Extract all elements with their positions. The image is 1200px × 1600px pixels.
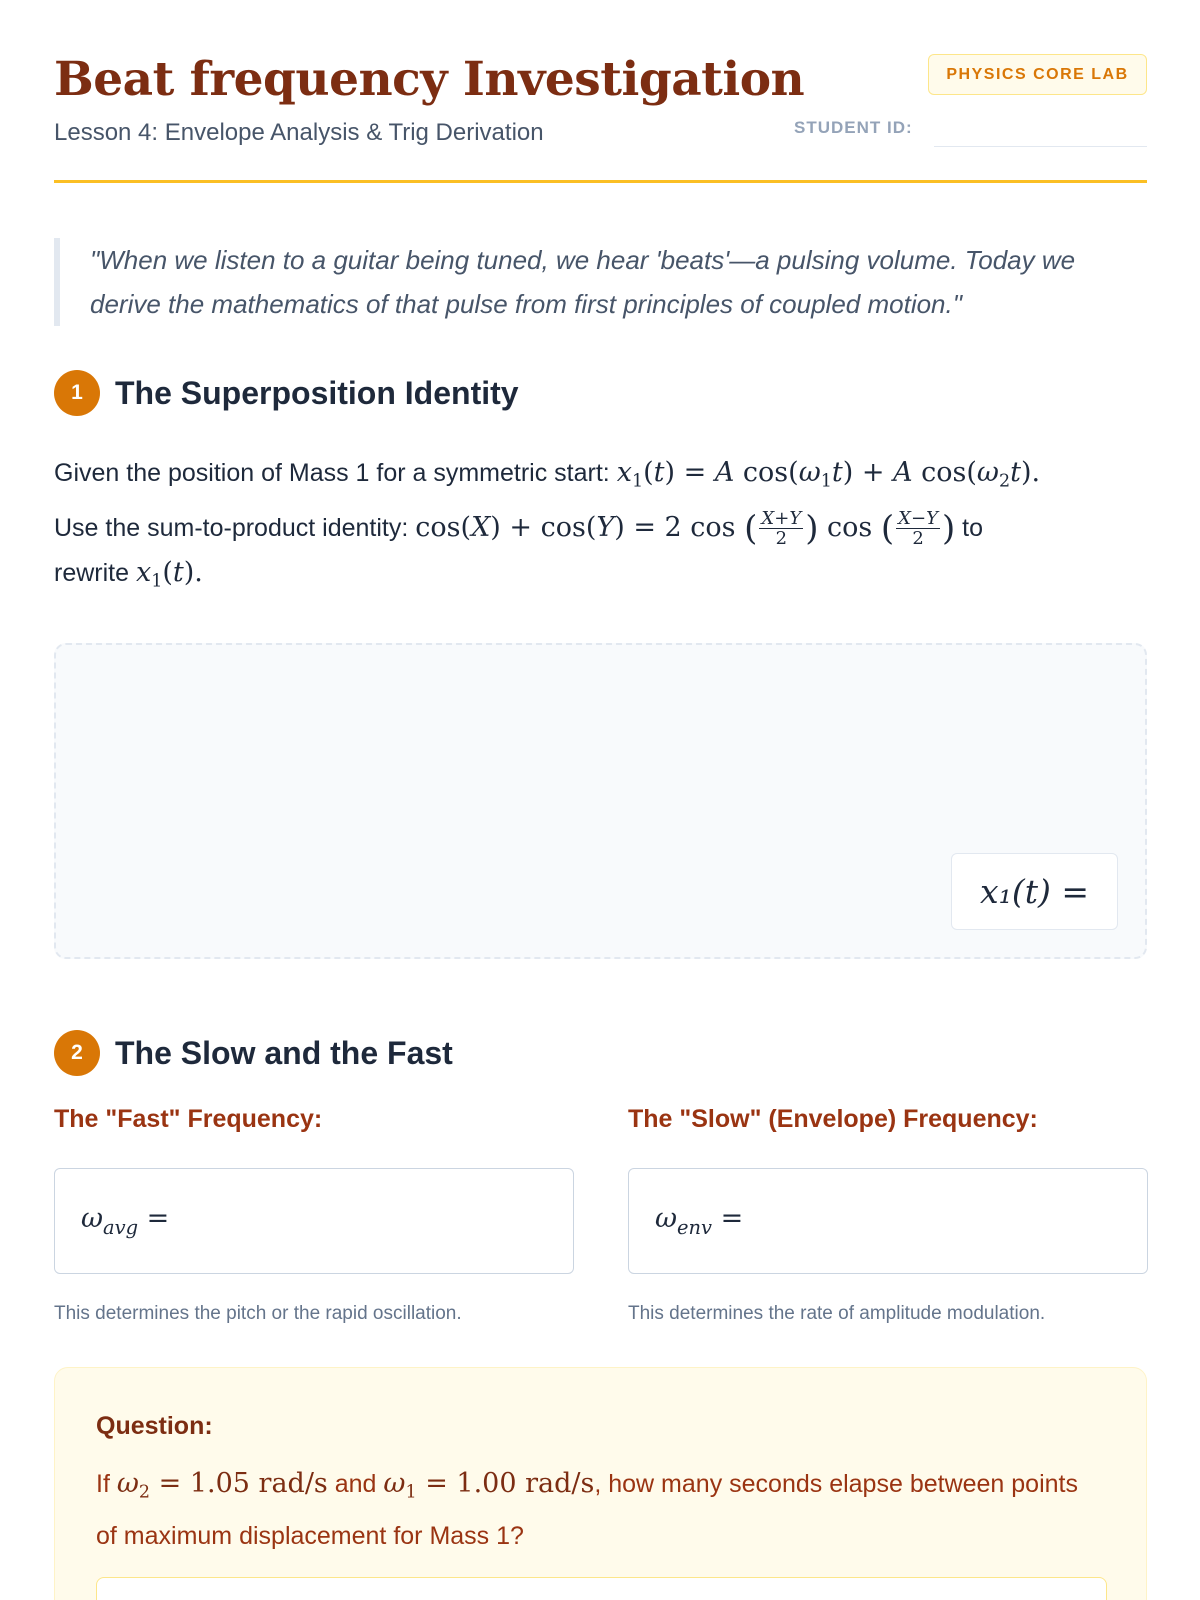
identity-statement (54, 506, 1147, 603)
fast-frequency-label: The "Fast" Frequency: (54, 1105, 323, 1133)
omega-env-symbol: $\omega_{env}$ = (655, 1203, 744, 1239)
use-text: Use the sum-to-product identity: (54, 514, 409, 542)
section-2-number: 2 (54, 1030, 100, 1076)
given-statement (54, 451, 1147, 503)
slow-frequency-label: The "Slow" (Envelope) Frequency: (628, 1105, 1038, 1133)
student-id-input[interactable] (934, 112, 1147, 147)
omega1-value: 1.00 rad/s (456, 1468, 595, 1499)
to-text: to (962, 514, 984, 542)
omega-avg-symbol: $\omega_{avg}$ = (81, 1203, 170, 1239)
section-1-header (54, 370, 519, 416)
rewrite-text: rewrite (54, 558, 130, 587)
section-1-number: 1 (54, 370, 100, 416)
question-rest: , how many seconds elapse between points of maximum displacement for Mass 1? (96, 1470, 1078, 1551)
section-2-header (54, 1030, 453, 1076)
question-and: and (334, 1470, 377, 1498)
position-equation: $x_1(t) = A$ $\cos(\omega_1t) + A$ $\cos(\omega_2t)$. (616, 457, 1041, 492)
page-subtitle: Lesson 4: Envelope Analysis & Trig Derivation (54, 119, 544, 146)
page-title: Beat frequency Investigation (54, 52, 805, 107)
question-card (54, 1367, 1147, 1600)
omega2-value: 1.05 rad/s (189, 1468, 328, 1499)
section-1-title: The Superposition Identity (115, 374, 519, 411)
omega2-expression: $\omega_2 = 1.05$ rad/s (116, 1468, 328, 1503)
x1-answer-box[interactable]: x₁(t) = (951, 853, 1118, 930)
question-if: If (96, 1470, 110, 1498)
question-answer-input[interactable] (96, 1577, 1107, 1600)
question-text (96, 1462, 1096, 1558)
derivation-work-area[interactable] (54, 643, 1147, 959)
sum-to-product-identity: cos(X) + cos(Y) = 2 cos ( $\frac{X+Y}{2}$ ) cos ( $\frac{X-Y}{2}$ ) (415, 508, 956, 549)
header-divider (54, 180, 1147, 183)
intro-quote: "When we listen to a guitar being tuned, we hear 'beats'—a pulsing volume. Today we derive the mathematics of that pulse from first principles of coupled motion." (54, 238, 1147, 326)
x1-expression: $x_1(t)$. (135, 556, 203, 591)
section-2-title: The Slow and the Fast (115, 1034, 453, 1071)
lab-badge: PHYSICS CORE LAB (928, 54, 1147, 95)
slow-frequency-note: This determines the rate of amplitude modulation. (628, 1303, 1046, 1324)
omega1-expression: $\omega_1 = 1.00$ rad/s (383, 1468, 595, 1503)
student-id-label: STUDENT ID: (794, 118, 913, 137)
question-label: Question: (96, 1412, 213, 1440)
given-text: Given the position of Mass 1 for a symmetric start: (54, 459, 610, 487)
fast-frequency-note: This determines the pitch or the rapid oscillation. (54, 1303, 462, 1324)
omega-env-input[interactable] (628, 1168, 1148, 1274)
omega-avg-input[interactable] (54, 1168, 574, 1274)
